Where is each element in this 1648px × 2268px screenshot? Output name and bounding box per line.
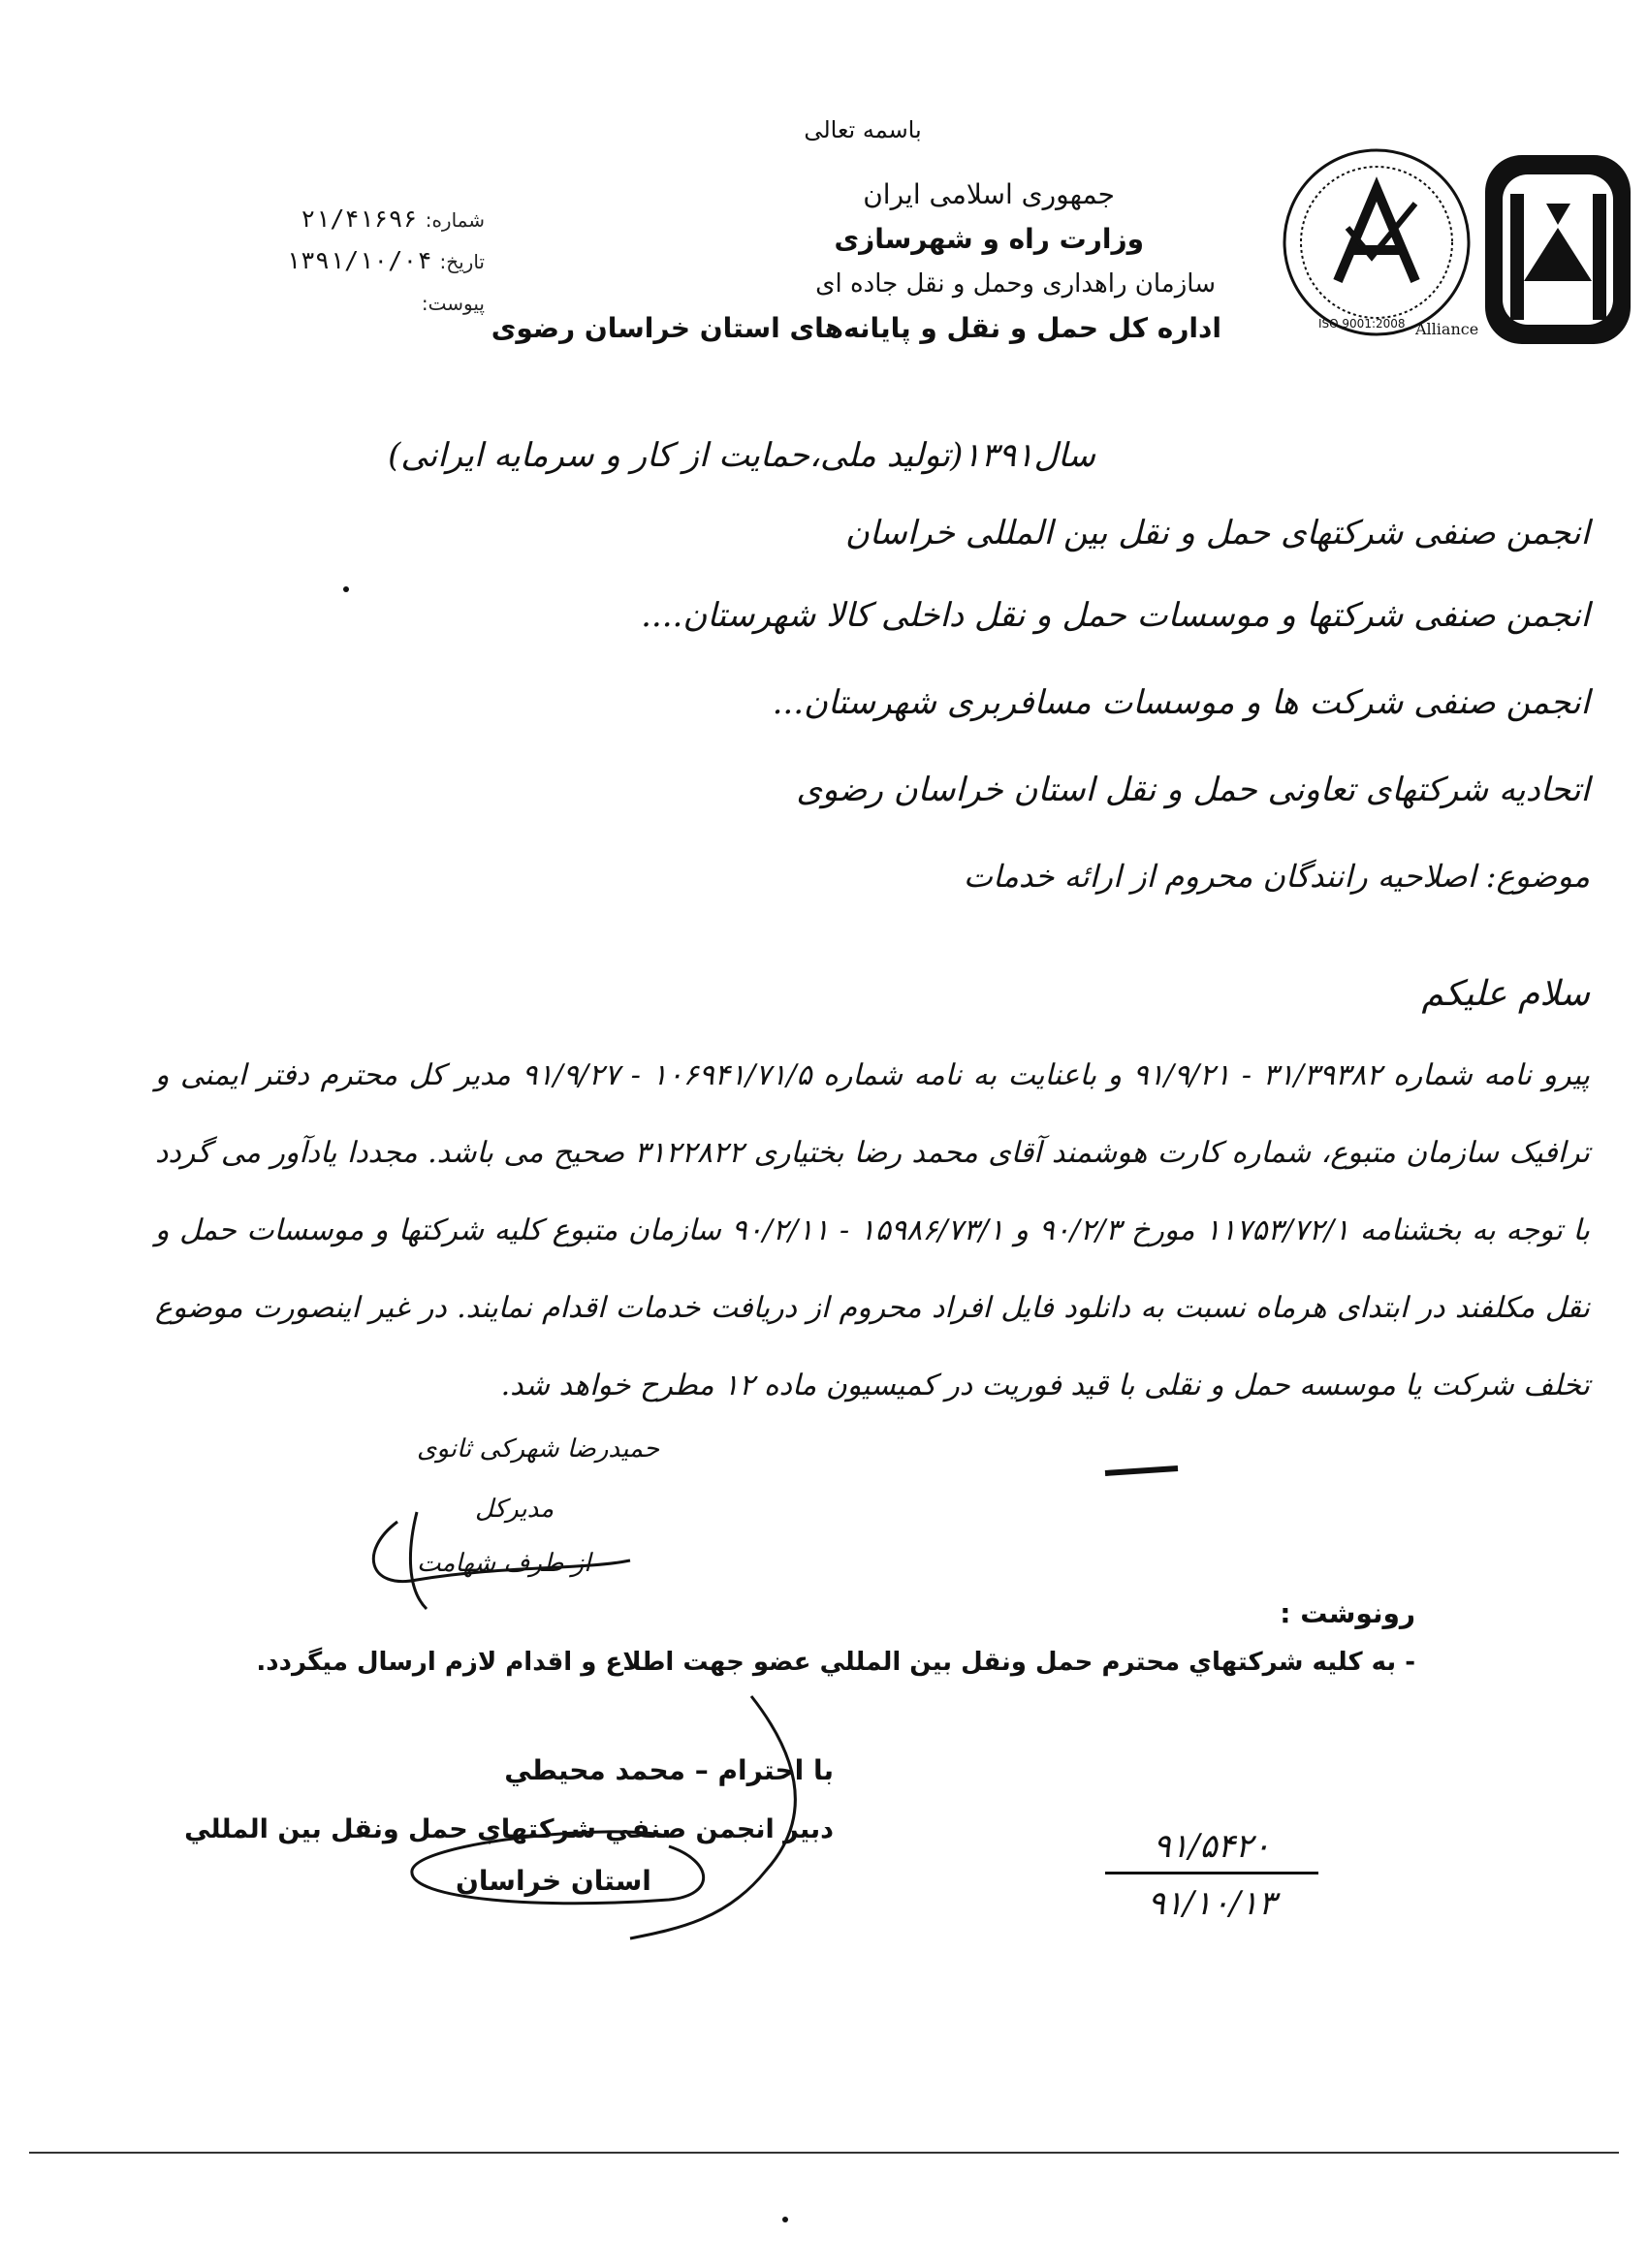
number-value: ۲۱/۴۱۶۹۶ <box>301 205 418 233</box>
logo-cert-text: ISO 9001:2008 <box>1318 317 1406 331</box>
secretary-title: دبير انجمن صنفي شرکتهاي حمل ونقل بين المللي <box>184 1814 834 1844</box>
signatory-on-behalf: از طرف شهامت <box>417 1549 591 1578</box>
recipient-line: انجمن صنفی شرکتهای حمل و نقل بین المللی خراسان <box>844 514 1590 552</box>
logo-alliance-text: Alliance <box>1415 320 1479 338</box>
footer-divider <box>29 2152 1619 2154</box>
dash-mark <box>1105 1468 1178 1473</box>
recipient-line: انجمن صنفی شرکت ها و موسسات مسافربری شهرستان... <box>772 683 1590 722</box>
attachment-row <box>194 282 485 324</box>
letter-meta <box>194 199 485 324</box>
copy-to-text: - به کليه شرکتهاي محترم حمل ونقل بين المللي عضو جهت اطلاع و اقدام لازم ارسال ميگردد. <box>256 1648 1415 1677</box>
organization-name: سازمان راهداری وحمل و نقل جاده ای <box>815 269 1216 299</box>
date-label: تاریخ: <box>439 250 485 273</box>
stray-mark <box>782 2217 788 2222</box>
letter-subject: موضوع: اصلاحیه رانندگان محروم از ارائه خدمات <box>963 858 1590 895</box>
logo-graphic <box>1270 136 1638 359</box>
receipt-stamp <box>1105 1827 1318 1923</box>
department-name: اداره کل حمل و نقل و پایانه‌های استان خراسان رضوی <box>491 312 1221 344</box>
stray-mark <box>343 586 349 592</box>
organization-logo <box>1270 136 1638 359</box>
recipient-line: انجمن صنفی شرکتها و موسسات حمل و نقل داخلی کالا شهرستان.... <box>641 596 1590 635</box>
letter-number-row <box>194 199 485 240</box>
letter-greeting: سلام علیکم <box>1421 974 1590 1014</box>
copy-to-label: رونوشت : <box>1280 1597 1415 1629</box>
organization-emblem-icon <box>1485 155 1631 344</box>
signatory-title: مدیرکل <box>475 1495 555 1524</box>
receipt-number: ۹۱/۵۴۲۰ <box>1105 1827 1318 1874</box>
year-slogan: سال۱۳۹۱(تولید ملی،حمایت از کار و سرمایه ایرانی) <box>388 436 1095 475</box>
letter-body-paragraph: پیرو نامه شماره ۳۱/۳۹۳۸۲ - ۹۱/۹/۲۱ و باعنایت به نامه شماره ۱۰۶۹۴۱/۷۱/۵ - ۹۱/۹/۲۷ مدیر کل محترم دفتر ایمنی و ترافیک سازمان متبوع، شماره کارت هوشمند آقای محمد رضا بختیاری ۳۱۲۲۸۲۲ صحیح می باشد. مجددا یادآور می گردد با توجه به بخشنامه ۱۱۷۵۳/۷۲/۱ مورخ ۹۰/۲/۳ و ۱۵۹۸۶/۷۳/۱ - ۹۰/۲/۱۱ سازمان متبوع کلیه شرکتها و موسسات حمل و نقل مکلفند در ابتدای هرماه نسبت به دانلود فایل افراد محروم از دریافت خدمات اقدام نمایند. در غیر اینصورت موضوع تخلف شرکت یا موسسه حمل و نقلی با قید فوریت در کمیسیون ماده ۱۲ مطرح خواهد شد. <box>155 1058 1590 1402</box>
country-name: جمهوری اسلامی ایران <box>863 178 1115 210</box>
letter-date-row <box>194 240 485 282</box>
letterhead <box>485 173 1221 351</box>
regards-line: با احترام – محمد محيطي <box>504 1754 834 1786</box>
signatory-name: حمیدرضا شهرکی ثانوی <box>417 1434 660 1464</box>
checkmark-certification-icon <box>1284 150 1469 334</box>
province-stamp: استان خراسان <box>456 1865 651 1897</box>
ministry-name: وزارت راه و شهرسازی <box>834 223 1144 255</box>
recipient-line: اتحادیه شرکتهای تعاونی حمل و نقل استان خراسان رضوی <box>796 771 1590 809</box>
number-label: شماره: <box>425 208 485 232</box>
bismillah-heading: باسمه تعالی <box>804 116 922 143</box>
date-value: ۱۳۹۱/۱۰/۰۴ <box>285 246 432 274</box>
receipt-date: ۹۱/۱۰/۱۳ <box>1147 1884 1277 1923</box>
attachment-label: پیوست: <box>421 292 485 315</box>
